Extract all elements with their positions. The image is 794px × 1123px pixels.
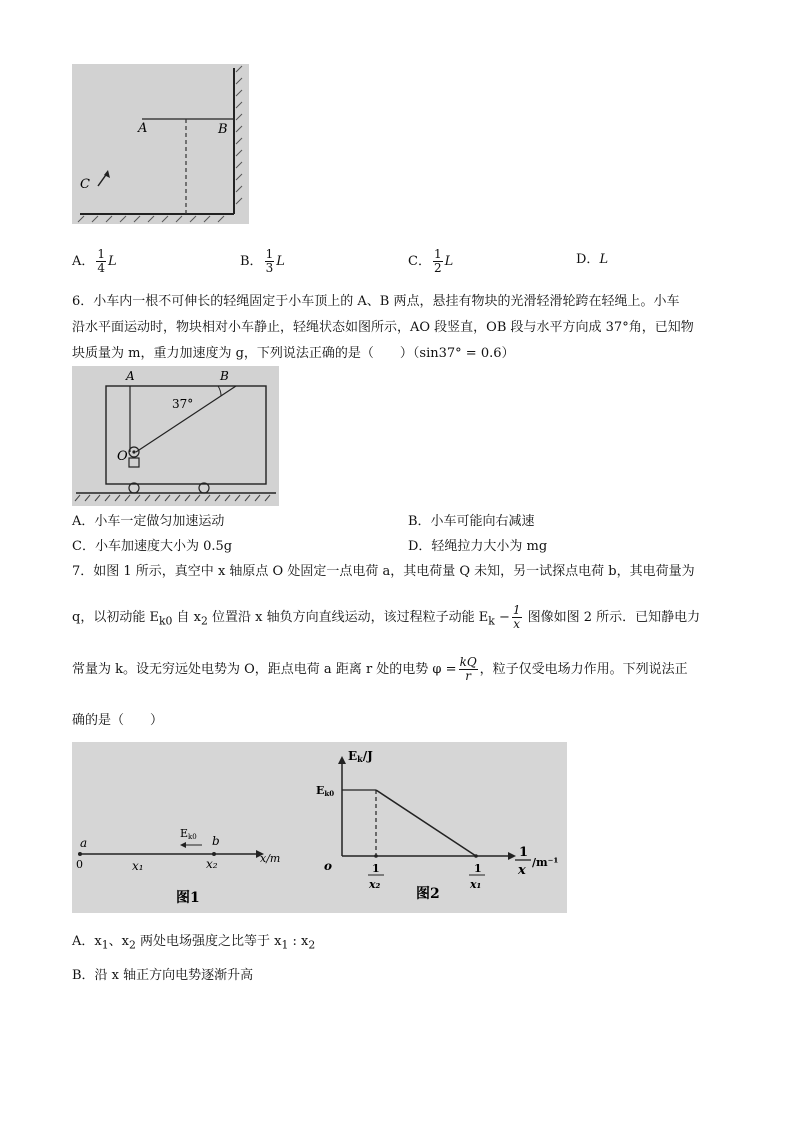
q6-option-d: D．轻绳拉力大小为 mg — [408, 539, 548, 554]
figure-q6 — [72, 366, 279, 506]
q7-line-4: 确的是（ ） — [72, 713, 164, 728]
fig6-angle: 37° — [172, 397, 194, 411]
fig2-origin: o — [324, 859, 333, 873]
fig2-tick2-den: x₁ — [470, 878, 482, 891]
fig1-label-o: 0 — [76, 858, 83, 871]
fig1-label-ek0: Ek0 — [180, 827, 197, 841]
figure-q7 — [72, 742, 567, 913]
figure-q5 — [72, 64, 249, 224]
fig1-caption: 图1 — [176, 890, 200, 906]
q5-option-b: B． $\frac{1}{3}$ L — [240, 247, 285, 275]
q7-line-1: 7．如图 1 所示，真空中 x 轴原点 O 处固定一点电荷 a，其电荷量 Q 未知，另一试探点电荷 b，其电荷量为 — [72, 564, 695, 579]
fig2-tick1-den: x₂ — [369, 878, 381, 891]
q7-line-2: q，以初动能 $E_{k0}$ 自 $x_2$ 位置沿 x 轴负方向直线运动，该过程粒子动能 $E_k$ − $\frac{1}{x}$ 图像如图 2 所示．已知静电力 — [72, 603, 701, 631]
q6-option-c: C．小车加速度大小为 0.5g — [72, 539, 233, 554]
fig5-label-b: B — [218, 122, 228, 137]
fig1-label-a: a — [80, 836, 88, 850]
figure-q5-drawing — [72, 64, 249, 224]
fig1-label-x2: x₂ — [206, 857, 218, 871]
fig6-label-a: A — [126, 369, 135, 383]
fig2-xlabel-unit: /m⁻¹ — [532, 856, 559, 869]
fig2-tick1-num: 1 — [372, 862, 380, 875]
q5-option-a: A． $\frac{1}{4}$ L — [72, 247, 117, 275]
fig6-label-b: B — [220, 369, 229, 383]
q7-option-b: B．沿 x 轴正方向电势逐渐升高 — [72, 968, 254, 983]
q7-option-a: A．$x_1$、$x_2$ 两处电场强度之比等于 $x_1$ : $x_2$ — [72, 934, 316, 952]
q6-line-1: 6．小车内一根不可伸长的轻绳固定于小车顶上的 A、B 两点，悬挂有物块的光滑轻滑轮跨在轻绳上。小车 — [72, 294, 680, 309]
fig1-label-b: b — [212, 834, 220, 848]
q6-line-2: 沿水平面运动时，物块相对小车静止，轻绳状态如图所示，AO 段竖直，OB 段与水平方向成 37°角，已知物 — [72, 320, 694, 335]
fig2-tick2-num: 1 — [474, 862, 482, 875]
fig6-label-o: O — [117, 449, 128, 464]
q6-option-a: A．小车一定做匀加速运动 — [72, 514, 225, 529]
fig2-caption: 图2 — [416, 886, 440, 902]
fig5-label-a: A — [138, 121, 148, 136]
fig2-xlabel-num: 1 — [519, 845, 529, 860]
fig1-label-x1: x₁ — [132, 859, 144, 873]
fig1-axis-label: x/m — [260, 852, 281, 865]
q7-line-3: 常量为 k。设无穷远处电势为 O，距点电荷 a 距离 r 处的电势 φ = $\frac{kQ}{r}$ ，粒子仅受电场力作用。下列说法正 — [72, 655, 688, 683]
q6-line-3: 块质量为 m，重力加速度为 g，下列说法正确的是（ ）（sin37° = 0.6） — [72, 346, 515, 361]
q6-option-b: B．小车可能向右减速 — [408, 514, 535, 529]
fig2-xlabel-den: x — [518, 863, 526, 878]
fig2-ylabel: Ek/J — [348, 749, 373, 764]
fig2-ek0: Ek0 — [316, 784, 335, 798]
q5-option-c: C． $\frac{1}{2}$ L — [408, 247, 454, 275]
figure-q7-drawing — [72, 742, 567, 913]
q5-option-d: D．L — [576, 252, 609, 267]
figure-q6-drawing — [72, 366, 279, 506]
fig5-label-c: C — [80, 177, 90, 192]
